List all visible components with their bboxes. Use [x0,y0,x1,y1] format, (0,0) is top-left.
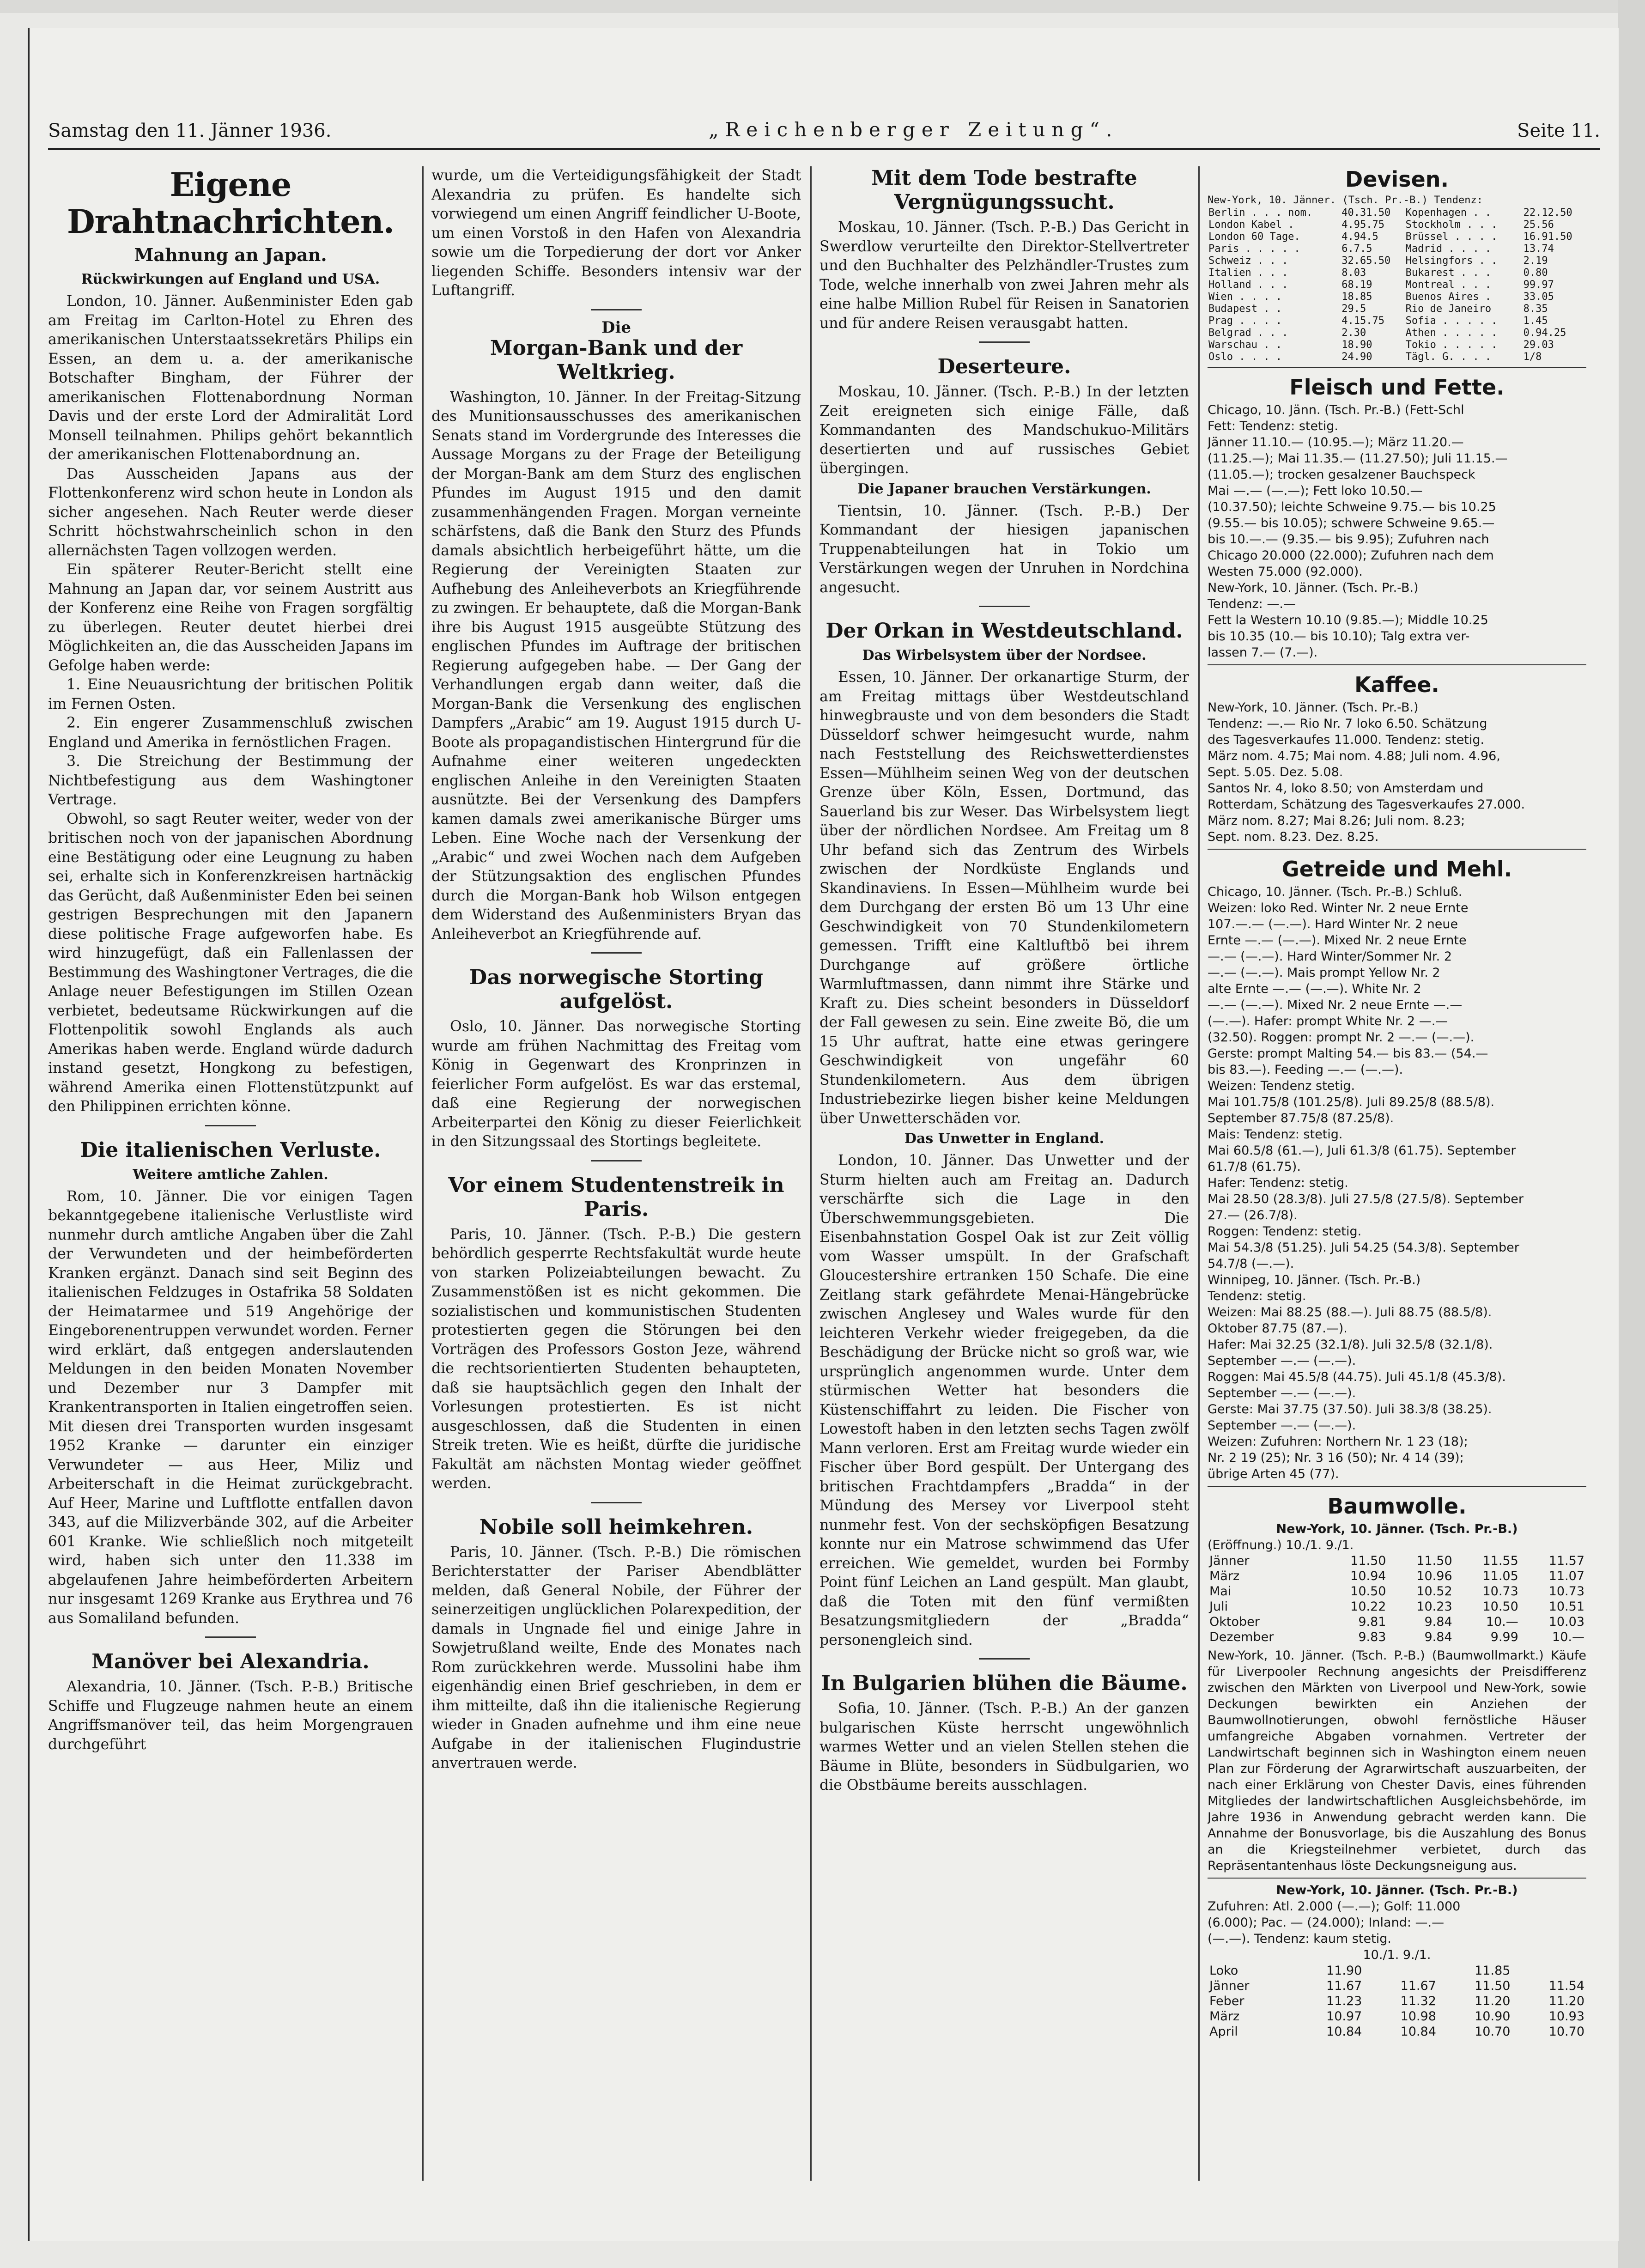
article-paragraph: Moskau, 10. Jänner. (Tsch. P.-B.) Das Gericht in Swerdlow verurteilte den Direktor-Stellvertreter und den Buchhalter des Pelzhändler-Trustes zum Tode, welche innerhalb von zwei Jahren mehr als eine halbe Million Rubel für Reisen in Sanatorien und für andere Reisen verausgabt hatten. [819,219,1189,332]
kaffee-report [1208,699,1586,845]
article-separator [591,309,642,310]
getreide-line: Roggen: Tendenz: stetig. [1208,1224,1362,1239]
devisen-row [1208,351,1586,363]
fleisch-line: bis 10.—.— (9.35.— bis 9.95); Zufuhren nach [1208,532,1489,547]
devisen-row-cell: Holland . . . [1208,279,1288,291]
fleisch-line: Chicago, 10. Jänn. (Tsch. Pr.-B.) (Fett-Schl [1208,403,1464,417]
baumwolle-row-cell: 10.96 [1416,1569,1452,1583]
devisen-row [1208,279,1586,291]
baumwolle-row-cell: 10.94 [1350,1569,1386,1583]
kaffee-line: des Tagesverkaufes 11.000. Tendenz: stetig. [1208,733,1485,747]
article-paragraph: Ein späterer Reuter-Bericht stellt eine Mahnung an Japan dar, vor seinem Austritt aus der Konferenz eine Reihe von Fragen sorgfältig zu überlegen. Reuter deutet hierbei drei Möglichkeiten an, die das Ausscheiden Japans im Gefolge haben werde: [48,561,413,674]
devisen-head: New-York, 10. Jänner. (Tsch. Pr.-B.) Tendenz: [1208,195,1483,206]
zucker-row-cell: 11.67 [1400,1979,1436,1993]
devisen-row-cell: 8.35 [1523,303,1548,315]
devisen-row-cell: 29.5 [1341,303,1366,315]
article-paragraph: 1. Eine Neuausrichtung der britischen Politik im Fernen Osten. [48,676,413,712]
article-paragraph: London, 10. Jänner. Das Unwetter und der Sturm hielten auch am Freitag an. Dadurch verschärfte sich die Lage in den Überschwemmungsgebieten. Die Eisenbahnstation Gospel Oak ist zur Zeit völlig vom Wasser umspült. In der Grafschaft Gloucestershire ertranken 150 Schafe. Die eine Zeitlang stark gefährdete Menai-Hängebrücke zwischen Anglesey und Wales wurde für den leichteren Verkehr wieder freigegeben, da die Beschädigung der Brücke nicht so groß war, wie ursprünglich angenommen wurde. Unter dem stürmischen Wetter hat besonders die Küstenschiffahrt zu leiden. Die Fischer von Lowestoft haben in den letzten sechs Tagen zwölf Mann verloren. Erst am Freitag wurde wieder ein Fischer über Bord gespült. Der Untergang des britischen Frachtdampfers „Bradda“ in der Mündung des Mersey vor Liverpool steht nunmehr fest. Von der sechsköpfigen Besatzung konnte nur ein Matrose schwimmend das Ufer erreichen. Wie gemeldet, wurden bei Formby Point fünf Leichen an Land gespült. Man glaubt, daß die Toten mit den fünf vermißten Besatzungsmitgliedern der „Bradda“ personengleich sind. [819,1152,1189,1648]
devisen-row-cell: Budapest . . [1208,303,1282,315]
devisen-row-cell: 24.90 [1341,351,1372,363]
baumwolle-row-cell: 11.07 [1548,1569,1584,1583]
headline-morgan-pre: Die [601,318,631,337]
fleisch-title: Fleisch und Fette. [1289,375,1505,400]
baumwolle-row [1208,1584,1586,1599]
baumwolle-row-cell: 9.99 [1490,1630,1518,1644]
zucker-table [1208,1963,1586,2039]
getreide-line: Nr. 2 19 (25); Nr. 3 16 (50); Nr. 4 14 (39); [1208,1451,1464,1465]
getreide-line: Mais: Tendenz: stetig. [1208,1127,1343,1142]
zucker-row-cell: 11.23 [1326,1994,1362,2008]
baumwolle-row-cell: 10.73 [1482,1584,1518,1599]
header-date: Samstag den 11. Jänner 1936. [48,120,332,141]
zucker-row-cell: Loko [1209,1964,1238,1978]
zucker-row-cell: 10.90 [1475,2009,1511,2024]
getreide-line: Oktober 87.75 (87.—). [1208,1321,1348,1336]
getreide-line: 61.7/8 (61.75). [1208,1160,1301,1174]
section-rule [1208,367,1586,368]
devisen-row-cell: Warschau . . [1208,339,1282,351]
zucker-line: (—.—). Tendenz: kaum stetig. [1208,1932,1391,1946]
section-title: Eigene Drahtnachrichten. [67,166,395,241]
article-separator [591,952,642,954]
devisen-row-cell: 32.65.50 [1341,255,1391,267]
baumwolle-title: Baumwolle. [1327,1494,1467,1519]
baumwolle-row-cell: Juli [1209,1599,1228,1614]
getreide-line: Tendenz: stetig. [1208,1289,1306,1303]
article-paragraph: wurde, um die Verteidigungsfähigkeit der Stadt Alexandria zu prüfen. Es handelte sich vorwiegend um einen Angriff feindlicher U-Boote, um einen Vorstoß in den Hafen von Alexandria sowie um die Torpedierung der dort vor Anker liegenden Schiffe. Besonders intensiv war der Luftangriff. [431,167,801,299]
article-paragraph: Sofia, 10. Jänner. (Tsch. P.-B.) An der ganzen bulgarischen Küste herrscht ungewöhnlich warmes Wetter und an vielen Stellen stehen die Bäume in Blüte, besonders in Südbulgarien, wo die Obstbäume bereits ausschlagen. [819,1700,1189,1794]
baumwolle-row-cell: 10.51 [1548,1599,1584,1614]
devisen-row-cell: Paris . . . . . [1208,243,1300,255]
article-separator [979,1658,1030,1660]
kaffee-line: New-York, 10. Jänner. (Tsch. Pr.-B.) [1208,700,1419,715]
zucker-row-cell: 10.97 [1326,2009,1362,2024]
fleisch-line: Mai —.— (—.—); Fett loko 10.50.— [1208,484,1423,498]
devisen-row-cell: 18.90 [1341,339,1372,351]
kaffee-line: März nom. 4.75; Mai nom. 4.88; Juli nom. 4.96, [1208,749,1500,763]
kaffee-line: Sept. 5.05. Dez. 5.08. [1208,765,1343,779]
article-paragraph: Obwohl, so sagt Reuter weiter, weder von der britischen noch von der japanischen Abordnung eine Bestätigung oder eine Leugnung zu haben sei, erhalte sich in Konferenzkreisen hartnäckig das Gerücht, daß Außenminister Eden bei seinen gestrigen Besprechungen mit den Japanern diese politische Frage aufgeworfen habe. Es wird hinzugefügt, daß ein Fallenlassen der Bestimmung des Washingtoner Vertrages, die die Anlage neuer Befestigungen im Stillen Ozean verbietet, bedeutsame Rückwirkungen auf die Flottenpolitik sowohl Englands als auch Amerikas haben werde. England würde dadurch instand gesetzt, Hongkong zu befestigen, während Amerika einen Flottenstützpunkt auf den Philippinen errichten könne. [48,810,413,1115]
devisen-table [1208,207,1586,363]
getreide-line: Hafer: Mai 32.25 (32.1/8). Juli 32.5/8 (32.1/8). [1208,1338,1493,1352]
getreide-line: (32.50). Roggen: prompt Nr. 2 —.— (—.—). [1208,1030,1475,1045]
devisen-row [1208,231,1586,243]
baumwolle-row-cell: 9.81 [1358,1615,1386,1629]
headline-morgan: Morgan-Bank und der Weltkrieg. [490,336,743,384]
page-header [48,106,1600,150]
devisen-row-cell: 18.85 [1341,291,1372,303]
article-paragraph: Rom, 10. Jänner. Die vor einigen Tagen bekanntgegebene italienische Verlustliste wird nunmehr durch amtliche Angaben über die Zahl der Verwundeten und der heimbeförderten Kranken ergänzt. Danach sind seit Beginn des italienischen Feldzuges in Ostafrika 58 Soldaten der Heimatarmee und 519 Angehörige der Eingeborenentruppen verwundet worden. Ferner wird erklärt, daß entgegen anderslautenden Meldungen in den beiden Monaten November und Dezember nur 3 Dampfer mit Krankentransporten in Italien eingetroffen seien. Mit diesen drei Transporten wurden insgesamt 1952 Kranke — darunter ein einziger Verwundeter — aus Heer, Miliz und Arbeiterschaft in die Heimat zurückgebracht. Auf Heer, Marine und Luftflotte entfallen davon 343, auf die Milizverbände 302, auf die Arbeiter 601 Kranke. Wie schließlich noch mitgeteilt wird, haben sich unter den 11.338 im abgelaufenen Jahre heimbeförderten Arbeitern nur insgesamt 1269 Kranke aus Erythrea und 76 aus Somaliland befunden. [48,1188,413,1627]
devisen-row-cell: Prag . . . . [1208,315,1282,327]
article-paragraph: London, 10. Jänner. Außenminister Eden gab am Freitag im Carlton-Hotel zu Ehren des amerikanischen Unterstaatssekretärs Philips ein Essen, an dem u. a. der amerikanische Botschafter Bingham, der Führer der amerikanischen Flottenabordnung Norman Davis und der erste Lord der Admiralität Lord Monsell teilnahmen. Philips gehört bekanntlich der amerikanischen Flottenabordnung an. [48,293,413,463]
fleisch-line: lassen 7.— (7.—). [1208,645,1318,660]
baumwolle-row-cell: 11.05 [1482,1569,1518,1583]
getreide-line: 107.—.— (—.—). Hard Winter Nr. 2 neue [1208,917,1458,931]
devisen-row [1208,303,1586,315]
fleisch-line: New-York, 10. Jänner. (Tsch. Pr.-B.) [1208,581,1419,595]
getreide-line: Weizen: Mai 88.25 (88.—). Juli 88.75 (88.5/8). [1208,1305,1492,1319]
zucker-row-cell: Jänner [1209,1979,1250,1993]
article-separator [591,1502,642,1503]
header-page-number: Seite 11. [1517,120,1600,141]
article-paragraph: Moskau, 10. Jänner. (Tsch. P.-B.) In der letzten Zeit ereigneten sich einige Fälle, daß Kommandanten des Mandschukuo-Militärs desertierten und auf russisches Gebiet übergingen. [819,383,1189,477]
devisen-row-cell: Rio de Janeiro [1405,303,1492,315]
section-rule [1208,1878,1586,1879]
getreide-line: —.— (—.—). Mais prompt Yellow Nr. 2 [1208,966,1440,980]
devisen-row-cell: Kopenhagen . . [1405,207,1492,219]
devisen-row-cell: London Kabel . [1208,219,1294,231]
getreide-line: September —.— (—.—). [1208,1354,1356,1368]
zucker-row-cell: 10.93 [1548,2009,1584,2024]
devisen-row-cell: 4.15.75 [1341,315,1385,327]
devisen-row-cell: Oslo . . . . [1208,351,1282,363]
baumwolle-row-cell: 10.— [1552,1630,1584,1644]
baumwolle-row-cell: 9.84 [1424,1630,1452,1644]
baumwolle-row-cell: 9.83 [1358,1630,1386,1644]
getreide-line: —.— (—.—). Hard Winter/Sommer Nr. 2 [1208,949,1452,964]
zucker-row-cell: 10.70 [1475,2025,1511,2039]
article-separator [979,606,1030,607]
zucker-row [1208,1963,1586,1978]
devisen-row-cell: 99.97 [1523,279,1554,291]
column-rule [422,166,424,2181]
headline-deserteure: Deserteure. [937,355,1071,378]
zucker-row-cell: 11.67 [1326,1979,1362,1993]
article-paragraph: 2. Ein engerer Zusammenschluß zwischen England und Amerika in fernöstlichen Fragen. [48,715,413,751]
headline-italy: Die italienischen Verluste. [80,1138,381,1162]
zucker-row [1208,2009,1586,2024]
subheadline-japan: Rückwirkungen auf England und USA. [81,271,380,287]
zucker-row-cell: 11.32 [1400,1994,1436,2008]
devisen-row-cell: 0.94.25 [1523,327,1566,339]
column-1 [48,166,413,2181]
getreide-line: Roggen: Mai 45.5/8 (44.75). Juli 45.1/8 (45.3/8). [1208,1370,1506,1384]
getreide-line: September 87.75/8 (87.25/8). [1208,1111,1394,1125]
getreide-line: Winnipeg, 10. Jänner. (Tsch. Pr.-B.) [1208,1273,1421,1287]
headline-paris-strike: Vor einem Studentenstreik in Paris. [448,1173,784,1221]
fleisch-line: Chicago 20.000 (22.000); Zufuhren nach dem [1208,548,1494,563]
getreide-line: Gerste: prompt Malting 54.— bis 83.— (54.— [1208,1046,1488,1061]
devisen-row-cell: Tokio . . . . . [1405,339,1498,351]
getreide-line: Weizen: Zufuhren: Northern Nr. 1 23 (18); [1208,1435,1468,1449]
devisen-title: Devisen. [1345,167,1449,192]
devisen-row-cell: Italien . . . [1208,267,1288,279]
getreide-line: Gerste: Mai 37.75 (37.50). Juli 38.3/8 (38.25). [1208,1402,1492,1417]
devisen-row-cell: Sofia . . . . . [1405,315,1498,327]
zucker-row-cell: 11.20 [1548,1994,1584,2008]
fleisch-line: Tendenz: —.— [1208,597,1296,611]
article-separator [205,1636,256,1638]
article-paragraph: 3. Die Streichung der Bestimmung der Nichtbefestigung aus dem Washingtoner Vertrage. [48,753,413,808]
zucker-row-cell: 10.70 [1548,2025,1584,2039]
fleisch-line: Westen 75.000 (92.000). [1208,565,1363,579]
zucker-subhead: 10./1. 9./1. [1363,1948,1431,1962]
zucker-row-cell [1364,1963,1438,1978]
devisen-row-cell: Madrid . . . . [1405,243,1492,255]
devisen-row-cell: Athen . . . . . [1405,327,1498,339]
devisen-row-cell: Berlin . . . nom. [1208,207,1313,219]
baumwolle-row-cell: 10.50 [1482,1599,1518,1614]
baumwolle-row-cell: Oktober [1209,1615,1260,1629]
kaffee-line: Santos Nr. 4, loko 8.50; von Amsterdam und [1208,781,1484,796]
devisen-row-cell: Schweiz . . . [1208,255,1288,267]
devisen-row-cell: 13.74 [1523,243,1554,255]
kaffee-line: März nom. 8.27; Mai 8.26; Juli nom. 8.23; [1208,814,1465,828]
column-rule [810,166,812,2181]
column-2 [431,166,801,2181]
getreide-line: übrige Arten 45 (77). [1208,1467,1339,1481]
kaffee-line: Rotterdam, Schätzung des Tagesverkaufes 27.000. [1208,797,1525,812]
devisen-row [1208,339,1586,351]
getreide-line: Mai 101.75/8 (101.25/8). Juli 89.25/8 (88.5/8). [1208,1095,1495,1109]
newspaper-page [28,28,1619,2241]
baumwolle-row-cell: 10.50 [1350,1584,1386,1599]
zucker-row-cell: 11.20 [1475,1994,1511,2008]
devisen-row-cell: Brüssel . . . . [1405,231,1498,243]
getreide-line: Mai 54.3/8 (51.25). Juli 54.25 (54.3/8). September [1208,1240,1519,1255]
baumwolle-row-cell: 10.73 [1548,1584,1584,1599]
baumwolle-head: New-York, 10. Jänner. (Tsch. Pr.-B.) [1276,1522,1518,1536]
fleisch-report [1208,402,1586,661]
devisen-row-cell: 0.80 [1523,267,1548,279]
getreide-line: Weizen: Tendenz stetig. [1208,1079,1355,1093]
fleisch-line: (10.37.50); leichte Schweine 9.75.— bis 10.25 [1208,500,1496,514]
section-rule [1208,664,1586,665]
article-paragraph: Das Ausscheiden Japans aus der Flottenkonferenz wird schon heute in London als sicher angesehen. Nach Reuter werde dieser Schritt höchstwahrscheinlich schon in den allernächsten Tagen vollzogen werden. [48,465,413,559]
subheadline-japaner: Die Japaner brauchen Verstärkungen. [857,480,1151,497]
devisen-row [1208,243,1586,255]
baumwolle-row-cell: 11.57 [1548,1554,1584,1568]
baumwolle-report: New-York, 10. Jänner. (Tsch. P.-B.) (Baumwollmarkt.) Käufe für Liverpooler Rechnung angesichts der Preisdifferenz zwischen den Märkten von Liverpool und New-York, sowie Deckungen bewirkten ein Anziehen der Baumwollnotierungen, obwohl fernöstliche Häuser umfangreiche Abgaben vornahmen. Vertreter der Landwirtschaft beginnen sich in Washington einem neuen Plan zur Förderung der Agrarwirtschaft auszuarbeiten, der nach einer Erklärung von Chester Davis, eines führenden Mitgliedes der landwirtschaftlichen Ausgleichsbehörde, im Jahre 1936 in Anwendung gebracht werden kann. Die Annahme der Bonusvorlage, bis die Auszahlung des Bonus an die Kriegsteilnehmer verbietet, durch das Repräsentantenhaus löste Deckungsneigung aus. [1208,1648,1586,1873]
getreide-line: —.— (—.—). Mixed Nr. 2 neue Ernte —.— [1208,998,1463,1012]
scan-right-edge [1618,0,1645,2268]
section-rule [1208,1486,1586,1487]
baumwolle-row-cell: 10.— [1486,1615,1518,1629]
article-paragraph: Paris, 10. Jänner. (Tsch. P.-B.) Die gestern behördlich gesperrte Rechtsfakultät wurde heute von starken Polizeiabteilungen bewacht. Zu Zusammenstößen ist es nicht gekommen. Die sozialistischen und kommunistischen Studenten protestierten gegen die Störungen bei den Vorträgen des Professors Goston Jeze, während die rechtsorientierten Studenten behaupteten, daß sie hauptsächlich gegen den Inhalt der Vorlesungen protestierten. Es ist nicht ausgeschlossen, daß die Studenten in einen Streik treten. Wie es heißt, dürfte die juridische Fakultät am nächsten Montag wieder geöffnet werden. [431,1226,801,1492]
zucker-row-cell: März [1209,2009,1240,2024]
getreide-line: 54.7/8 (—.—). [1208,1257,1294,1271]
zucker-row-cell: April [1209,2025,1238,2039]
getreide-report [1208,884,1586,1482]
getreide-line: Mai 60.5/8 (61.—), Juli 61.3/8 (61.75). September [1208,1143,1516,1158]
fleisch-line: (11.05.—); trocken gesalzener Bauchspeck [1208,468,1475,482]
fleisch-line: Fett la Western 10.10 (9.85.—); Middle 10.25 [1208,613,1488,627]
devisen-row-cell: 22.12.50 [1523,207,1572,219]
zucker-row-cell: Feber [1209,1994,1244,2008]
baumwolle-row-cell: März [1209,1569,1240,1583]
article-separator [979,341,1030,343]
article-paragraph: Paris, 10. Jänner. (Tsch. P.-B.) Die römischen Berichterstatter der Pariser Abendblätter melden, daß General Nobile, der Führer der seinerzeitigen unglücklichen Polarexpedition, der damals in Ungnade fiel und einige Jahre in Sowjetrußland weilte, Ende des Monates nach Rom zurückkehren werde. Mussolini habe ihm eigenhändig einen Brief geschrieben, in dem er ihm mitteilte, daß ihn die italienische Regierung wieder in Gnaden aufnehme und ihm eine neue Aufgabe in der italienischen Flugindustrie anvertrauen werde. [431,1544,801,1771]
kaffee-line: Tendenz: —.— Rio Nr. 7 loko 6.50. Schätzung [1208,717,1487,731]
headline-bulgarien: In Bulgarien blühen die Bäume. [821,1672,1188,1695]
devisen-row-cell: Wien . . . . [1208,291,1282,303]
baumwolle-row-cell: 9.84 [1424,1615,1452,1629]
fleisch-line: Fett: Tendenz: stetig. [1208,419,1338,433]
article-paragraph: Oslo, 10. Jänner. Das norwegische Storting wurde am frühen Nachmittag des Freitag vom König in Gegenwart des Kronprinzen in feierlicher Form aufgelöst. Es war das erstemal, daß eine Regierung der norwegischen Arbeiterpartei den König zu dieser Feierlichkeit in den Sitzungssaal des Stortings begleitete. [431,1018,801,1150]
baumwolle-table [1208,1553,1586,1645]
devisen-row-cell: Helsingfors . . [1405,255,1498,267]
zucker-row-cell: 10.98 [1400,2009,1436,2024]
devisen-row-cell: London 60 Tage. [1208,231,1300,243]
zucker-row-cell: 11.85 [1475,1964,1511,1978]
devisen-row-cell: Montreal . . . [1405,279,1492,291]
devisen-row-cell: 16.91.50 [1523,231,1572,243]
getreide-line: 27.— (26.7/8). [1208,1208,1298,1222]
zucker-row [1208,1978,1586,1994]
zucker-line: Zufuhren: Atl. 2.000 (—.—); Golf: 11.000 [1208,1899,1461,1914]
fleisch-line: bis 10.35 (10.— bis 10.10); Talg extra ver- [1208,629,1470,644]
zucker-row-cell: 10.84 [1400,2025,1436,2039]
subheadline-england: Das Unwetter in England. [904,1131,1105,1147]
headline-japan: Mahnung an Japan. [134,244,327,265]
devisen-row-cell: 2.30 [1341,327,1366,339]
devisen-row [1208,219,1586,231]
fleisch-line: (11.25.—); Mai 11.35.— (11.27.50); Juli 11.15.— [1208,451,1508,466]
zucker-row [1208,2024,1586,2039]
column-rule [1198,166,1200,2181]
baumwolle-row-cell: 10.22 [1350,1599,1386,1614]
zucker-row-cell: 11.54 [1548,1979,1584,1993]
getreide-title: Getreide und Mehl. [1281,857,1512,882]
baumwolle-row-cell: 11.50 [1416,1554,1452,1568]
getreide-line: Weizen: loko Red. Winter Nr. 2 neue Ernte [1208,901,1469,915]
getreide-line: bis 83.—). Feeding —.— (—.—). [1208,1063,1403,1077]
zucker-report [1208,1898,1586,1947]
headline-nobile: Nobile soll heimkehren. [479,1515,753,1539]
article-separator [205,1125,256,1126]
devisen-row-cell: 68.19 [1341,279,1372,291]
devisen-row [1208,327,1586,339]
article-paragraph: Alexandria, 10. Jänner. (Tsch. P.-B.) Britische Schiffe und Flugzeuge nahmen heute an einem Angriffsmanöver teil, das heim Morgengrauen durchgeführt [48,1678,413,1753]
devisen-row-cell: Tägl. G. . . . [1405,351,1492,363]
zucker-row-cell: 11.90 [1326,1964,1362,1978]
baumwolle-subhead: (Eröffnung.) 10./1. 9./1. [1208,1538,1354,1552]
getreide-line: (—.—). Hafer: prompt White Nr. 2 —.— [1208,1014,1448,1028]
fleisch-line: (9.55.— bis 10.05); schwere Schweine 9.65.— [1208,516,1495,530]
zucker-row-cell: 11.50 [1475,1979,1511,1993]
getreide-line: September —.— (—.—). [1208,1386,1356,1400]
devisen-row-cell: 6.7.5 [1341,243,1372,255]
baumwolle-row-cell: Jänner [1209,1554,1250,1568]
baumwolle-row [1208,1630,1586,1645]
getreide-line: Ernte —.— (—.—). Mixed Nr. 2 neue Ernte [1208,933,1467,948]
getreide-line: Mai 28.50 (28.3/8). Juli 27.5/8 (27.5/8). September [1208,1192,1524,1206]
zucker-row-cell [1512,1963,1586,1978]
header-masthead: „Reichenberger Zeitung“. [709,118,1119,141]
zucker-line: (6.000); Pac. — (24.000); Inland: —.— [1208,1915,1445,1930]
kaffee-line: Sept. nom. 8.23. Dez. 8.25. [1208,830,1379,844]
baumwolle-row [1208,1599,1586,1614]
baumwolle-row [1208,1614,1586,1630]
baumwolle-row-cell: 10.52 [1416,1584,1452,1599]
devisen-row-cell: 40.31.50 [1341,207,1391,219]
devisen-row [1208,315,1586,327]
devisen-row-cell: 25.56 [1523,219,1554,231]
article-paragraph: Washington, 10. Jänner. In der Freitag-Sitzung des Munitionsausschusses des amerikanischen Senats stand im Vordergrunde des Interesses die Aussage Morgans zu der Frage der Beteiligung der Morgan-Bank am dem Sturz des englischen Pfundes im August 1915 und den damit zusammenhängenden Fragen. Morgan verneinte schärfstens, daß die Bank den Sturz des Pfunds damals absichtlich herbeigeführt hätte, um die Regierung der Vereinigten Staaten zur Aufhebung des Anleiheverbots an Kriegführende zu zwingen. Er behauptete, daß die Morgan-Bank ihre bis August 1915 ausgeübte Stützung des englischen Pfundes im Auftrage der britischen Regierung aufgegeben habe. — Der Gang der Verhandlungen ergab dann weiter, daß die Morgan-Bank die Versenkung des englischen Dampfers „Arabic“ am 19. August 1915 durch U-Boote als propagandistischen Hintergrund für die Aufnahme einer weiteren ungedeckten englischen Anleihe in den Vereinigten Staaten ausnützte. Bei der Versenkung des Dampfers kamen damals zwei amerikanische Bürger ums Leben. Eine Woche nach der Versenkung der „Arabic“ und zwei Wochen nach dem Aufgeben der Stützungsaktion des englischen Pfundes durch die Morgan-Bank hob Wilson entgegen dem Widerstand des Außenministers Bryan das Anleiheverbot an Kriegführende auf. [431,389,801,942]
baumwolle-row-cell: 10.23 [1416,1599,1452,1614]
subheadline-orkan: Das Wirbelsystem über der Nordsee. [862,647,1147,663]
devisen-row-cell: 8.03 [1341,267,1366,279]
devisen-row-cell: 4.95.75 [1341,219,1385,231]
headline-orkan: Der Orkan in Westdeutschland. [826,619,1183,643]
baumwolle-row [1208,1553,1586,1569]
baumwolle-row-cell: Dezember [1209,1630,1274,1644]
headline-storting: Das norwegische Storting aufgelöst. [469,966,763,1013]
fleisch-line: Jänner 11.10.— (10.95.—); März 11.20.— [1208,435,1464,450]
getreide-line: Chicago, 10. Jänner. (Tsch. Pr.-B.) Schluß. [1208,885,1463,899]
article-paragraph: Essen, 10. Jänner. Der orkanartige Sturm, der am Freitag mittags über Westdeutschland hinwegbrauste und von dem besonders die Stadt Düsseldorf schwer heimgesucht wurde, nahm nach Feststellung des Reichswetterdienstes Essen—Mühlheim seinen Weg von der deutschen Grenze über Köln, Essen, Dortmund, das Sauerland bis zur Weser. Das Wirbelsystem liegt über der nördlichen Nordsee. Am Freitag um 8 Uhr befand sich das Zentrum des Wirbels zwischen der Nordküste Englands und Skandinaviens. In Essen—Mühlheim wurde bei dem Durchgang der ersten Bö um 13 Uhr eine Geschwindigkeit von 70 Stundenkilometern gemessen. Trifft eine Kaltluftbö bei ihrem Durchgange auf größere örtliche Warmluftmassen, dann nimmt ihre Stärke und Kraft zu. Dies scheint besonders in Düsseldorf der Fall gewesen zu sein. Eine zweite Bö, die um 15 Uhr auftrat, hatte eine etwas geringere Geschwindigkeit von ungefähr 60 Stundenkilometern. Aus dem übrigen Industriebezirke liegen bisher keine Meldungen über Unwetterschäden vor. [819,669,1189,1127]
baumwolle-row [1208,1569,1586,1584]
getreide-line: alte Ernte —.— (—.—). White Nr. 2 [1208,982,1421,996]
devisen-row-cell: 1.45 [1523,315,1548,327]
devisen-row [1208,267,1586,279]
subheadline-italy: Weitere amtliche Zahlen. [133,1166,328,1183]
devisen-row [1208,207,1586,219]
headline-alexandria: Manöver bei Alexandria. [91,1650,370,1673]
devisen-row-cell: 1/8 [1523,351,1542,363]
getreide-line: September —.— (—.—). [1208,1418,1356,1433]
devisen-row-cell: 4.94.5 [1341,231,1378,243]
article-paragraph: Tientsin, 10. Jänner. (Tsch. P.-B.) Der Kommandant der hiesigen japanischen Truppenabteilungen hat in Tokio um Verstärkungen wegen der Unruhen in Nordchina angesucht. [819,502,1189,596]
devisen-row-cell: Stockholm . . . [1405,219,1498,231]
baumwolle-row-cell: 11.50 [1350,1554,1386,1568]
scan-top-edge [0,0,1645,13]
devisen-row [1208,255,1586,267]
getreide-line: Hafer: Tendenz: stetig. [1208,1176,1348,1190]
headline-moscow: Mit dem Tode bestrafte Vergnügungssucht. [871,166,1137,214]
devisen-row-cell: 29.03 [1523,339,1554,351]
kaffee-title: Kaffee. [1354,672,1439,697]
zucker-row [1208,1994,1586,2009]
zucker-row-cell: 10.84 [1326,2025,1362,2039]
section-rule [1208,849,1586,850]
baumwolle-row-cell: 11.55 [1482,1554,1518,1568]
devisen-row [1208,291,1586,303]
article-separator [591,1160,642,1161]
devisen-row-cell: Belgrad . . . [1208,327,1288,339]
baumwolle-row-cell: 10.03 [1548,1615,1584,1629]
zucker-head: New-York, 10. Jänner. (Tsch. Pr.-B.) [1276,1883,1518,1897]
column-4-markets [1208,166,1586,2181]
devisen-row-cell: Buenos Aires . [1405,291,1492,303]
column-3 [819,166,1189,2181]
baumwolle-row-cell: Mai [1209,1584,1232,1599]
devisen-row-cell: 33.05 [1523,291,1554,303]
devisen-row-cell: 2.19 [1523,255,1548,267]
devisen-row-cell: Bukarest . . . [1405,267,1492,279]
